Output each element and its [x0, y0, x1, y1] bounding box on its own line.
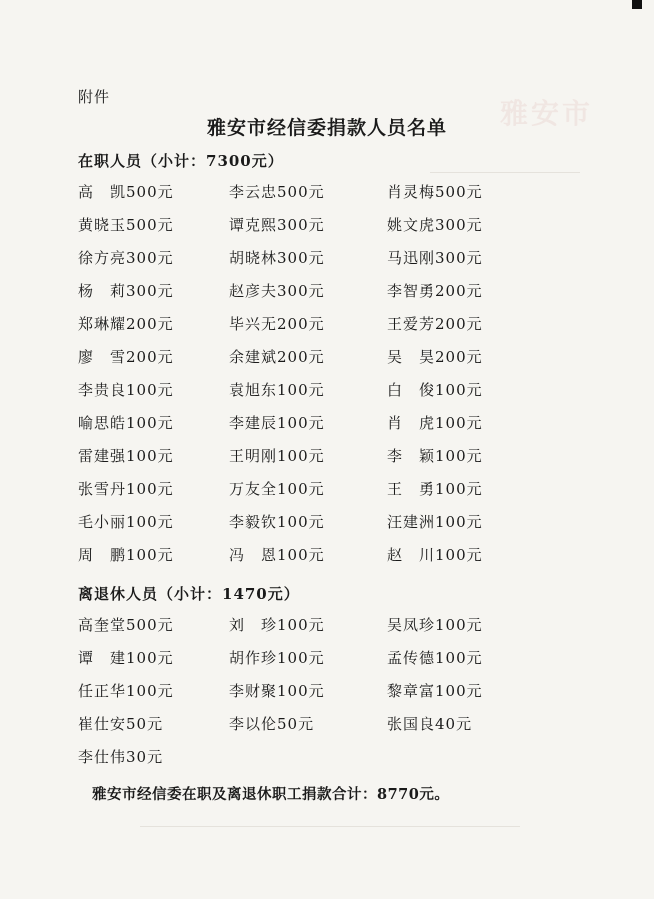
donation-amount: 100元 [126, 381, 174, 399]
donation-amount: 500元 [435, 183, 483, 201]
donation-amount: 100元 [435, 414, 483, 432]
donation-amount: 300元 [435, 249, 483, 267]
donor-name: 王爱芳 [387, 315, 436, 333]
donor-entry [78, 312, 229, 345]
donor-entry [229, 345, 387, 378]
donor-entry [387, 213, 558, 246]
donor-name: 汪建洲 [387, 513, 436, 531]
donor-name: 高 凯 [78, 183, 127, 201]
donor-name: 吴 昊 [387, 348, 436, 366]
donor-name: 任正华 [78, 682, 127, 700]
donation-amount: 100元 [277, 546, 325, 564]
donor-name: 赵 川 [387, 546, 436, 564]
donor-name: 马迅刚 [387, 249, 436, 267]
donor-name: 黄晓玉 [78, 216, 127, 234]
donor-name: 郑琳耀 [78, 315, 127, 333]
donation-amount: 100元 [277, 480, 325, 498]
donation-amount: 100元 [277, 513, 325, 531]
donor-name: 肖灵梅 [387, 183, 436, 201]
active-staff-list [78, 180, 558, 576]
donor-entry [78, 679, 229, 712]
donor-entry [387, 378, 558, 411]
donation-amount: 100元 [435, 381, 483, 399]
retired-staff-list [78, 613, 558, 778]
donation-amount: 50元 [277, 715, 315, 733]
donor-entry [387, 180, 558, 213]
donation-amount: 100元 [277, 649, 325, 667]
donation-amount: 100元 [126, 546, 174, 564]
donor-name: 王 勇 [387, 480, 436, 498]
donor-name: 吴凤珍 [387, 616, 436, 634]
donor-entry [78, 279, 229, 312]
donor-name: 胡晓林 [229, 249, 278, 267]
donor-entry [387, 411, 558, 444]
donor-name: 李建辰 [229, 414, 278, 432]
donor-entry [387, 543, 558, 576]
donor-entry [78, 378, 229, 411]
donor-name: 李财聚 [229, 682, 278, 700]
donor-name: 徐方亮 [78, 249, 127, 267]
donor-entry [229, 477, 387, 510]
grand-total: 雅安市经信委在职及离退休职工捐款合计：8770元。 [92, 786, 450, 803]
donor-entry [229, 180, 387, 213]
donor-name: 余建斌 [229, 348, 278, 366]
donation-amount: 200元 [435, 282, 483, 300]
donor-name: 谭 建 [78, 649, 127, 667]
donor-entry [78, 180, 229, 213]
donation-amount: 30元 [126, 748, 164, 766]
donor-name: 李毅钦 [229, 513, 278, 531]
donor-name: 胡作珍 [229, 649, 278, 667]
donor-name: 李仕伟 [78, 748, 127, 766]
donor-name: 袁旭东 [229, 381, 278, 399]
donor-name: 喻思皓 [78, 414, 127, 432]
donor-name: 李 颖 [387, 447, 436, 465]
donation-amount: 300元 [435, 216, 483, 234]
donor-entry [78, 411, 229, 444]
donation-amount: 100元 [277, 682, 325, 700]
donation-amount: 200元 [277, 348, 325, 366]
donation-amount: 100元 [277, 447, 325, 465]
donor-name: 高奎堂 [78, 616, 127, 634]
donor-name: 万友全 [229, 480, 278, 498]
donor-name: 黎章富 [387, 682, 436, 700]
donor-entry [78, 444, 229, 477]
donor-entry [78, 745, 229, 778]
donor-name: 孟传德 [387, 649, 436, 667]
donation-amount: 100元 [277, 381, 325, 399]
donor-entry [78, 510, 229, 543]
donor-name: 赵彦夫 [229, 282, 278, 300]
donation-amount: 100元 [435, 616, 483, 634]
donor-name: 李以伦 [229, 715, 278, 733]
donor-entry [78, 246, 229, 279]
donor-name: 冯 恩 [229, 546, 278, 564]
donor-entry [387, 312, 558, 345]
donor-entry [387, 510, 558, 543]
donor-entry [229, 213, 387, 246]
donor-entry [229, 444, 387, 477]
donation-amount: 200元 [126, 315, 174, 333]
donation-amount: 500元 [126, 183, 174, 201]
donation-amount: 100元 [435, 480, 483, 498]
document-title: 雅安市经信委捐款人员名单 [206, 117, 447, 139]
donor-entry [78, 213, 229, 246]
donor-name: 李云忠 [229, 183, 278, 201]
donation-amount: 200元 [435, 348, 483, 366]
donation-amount: 500元 [277, 183, 325, 201]
donor-entry [78, 613, 229, 646]
donor-entry [387, 246, 558, 279]
donor-name: 白 俊 [387, 381, 436, 399]
donor-name: 李智勇 [387, 282, 436, 300]
donor-entry [229, 712, 387, 745]
donation-amount: 100元 [435, 513, 483, 531]
donation-amount: 40元 [435, 715, 473, 733]
donor-entry [229, 411, 387, 444]
donation-amount: 50元 [126, 715, 164, 733]
donation-amount: 500元 [126, 616, 174, 634]
bleed-through-line [430, 172, 580, 173]
donation-amount: 500元 [126, 216, 174, 234]
corner-mark [632, 0, 642, 9]
donor-entry [229, 679, 387, 712]
donor-entry [387, 613, 558, 646]
donor-entry [387, 712, 558, 745]
donor-entry [229, 378, 387, 411]
donor-entry [229, 312, 387, 345]
donor-name: 张国良 [387, 715, 436, 733]
donation-amount: 300元 [277, 282, 325, 300]
donation-amount: 300元 [277, 216, 325, 234]
donor-entry [387, 345, 558, 378]
donor-name: 杨 莉 [78, 282, 127, 300]
donor-entry [387, 679, 558, 712]
bleed-through-line [140, 826, 520, 827]
donation-amount: 300元 [277, 249, 325, 267]
donor-name: 雷建强 [78, 447, 127, 465]
donation-amount: 300元 [126, 249, 174, 267]
donation-amount: 100元 [126, 414, 174, 432]
donation-amount: 100元 [435, 682, 483, 700]
donor-entry [229, 613, 387, 646]
donation-amount: 100元 [435, 546, 483, 564]
donor-entry [229, 510, 387, 543]
section-header-retired-staff: 离退休人员（小计：1470元） [78, 585, 300, 603]
donor-entry [78, 543, 229, 576]
donor-entry [229, 279, 387, 312]
donation-amount: 100元 [277, 414, 325, 432]
donor-name: 廖 雪 [78, 348, 127, 366]
donor-entry [387, 444, 558, 477]
donor-entry [229, 246, 387, 279]
donation-amount: 100元 [126, 649, 174, 667]
donor-name: 毛小丽 [78, 513, 127, 531]
donor-entry [387, 477, 558, 510]
donor-name: 崔仕安 [78, 715, 127, 733]
donor-entry [78, 646, 229, 679]
bleed-through-watermark: 雅安市 [500, 97, 594, 130]
donor-name: 毕兴无 [229, 315, 278, 333]
donation-amount: 200元 [435, 315, 483, 333]
donor-name: 李贵良 [78, 381, 127, 399]
section-header-active-staff: 在职人员（小计：7300元） [78, 152, 284, 170]
donor-name: 刘 珍 [229, 616, 278, 634]
donor-entry [78, 345, 229, 378]
donor-name: 周 鹏 [78, 546, 127, 564]
attachment-label: 附件 [78, 88, 111, 106]
donor-entry [229, 646, 387, 679]
donation-amount: 200元 [126, 348, 174, 366]
donor-name: 张雪丹 [78, 480, 127, 498]
donation-amount: 100元 [126, 480, 174, 498]
donor-name: 谭克熙 [229, 216, 278, 234]
donor-entry [78, 477, 229, 510]
donation-amount: 100元 [277, 616, 325, 634]
donation-amount: 100元 [126, 682, 174, 700]
donation-amount: 100元 [435, 649, 483, 667]
donation-amount: 300元 [126, 282, 174, 300]
donation-amount: 100元 [435, 447, 483, 465]
donor-name: 王明刚 [229, 447, 278, 465]
donor-entry [78, 712, 229, 745]
donation-amount: 100元 [126, 513, 174, 531]
donor-name: 姚文虎 [387, 216, 436, 234]
donation-amount: 100元 [126, 447, 174, 465]
donor-name: 肖 虎 [387, 414, 436, 432]
donor-entry [387, 646, 558, 679]
donation-amount: 200元 [277, 315, 325, 333]
donor-entry [387, 279, 558, 312]
donor-entry [229, 543, 387, 576]
